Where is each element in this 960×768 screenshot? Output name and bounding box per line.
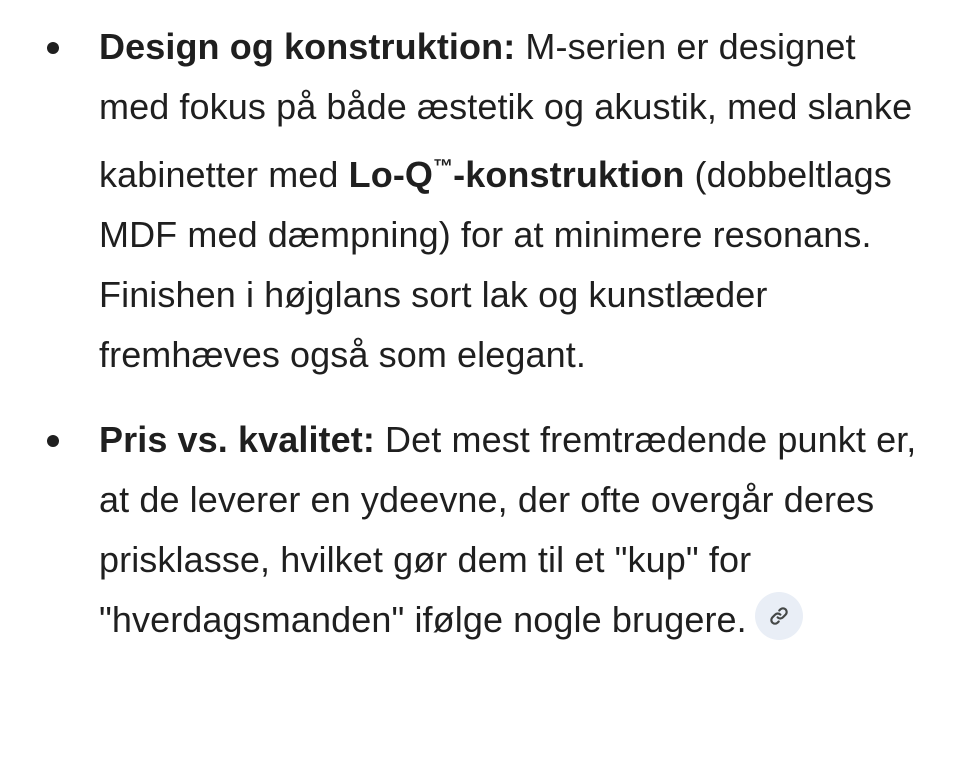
list-item-price [0,410,960,650]
link-icon [768,605,790,627]
item-heading: Design og konstruktion: [99,26,516,67]
item-text-continued: (dobbeltlags MDF med dæmpning) for at minimere resonans. Finishen i højglans sort lak og kunstlæder fremhæves også som elegant. [99,154,892,375]
bullet-dot [47,435,59,447]
trademark-symbol: ™ [433,156,454,178]
item-heading: Pris vs. kvalitet: [99,419,375,460]
source-link-button[interactable] [755,592,803,640]
item-text: M-serien er designet med fokus på både æstetik og akustik, med slanke kabinetter med [99,26,913,195]
item-bold-term-suffix: -konstruktion [453,154,685,195]
item-bold-term: Lo-Q [348,154,434,195]
item-text: Det mest fremtrædende punkt er, at de leverer en ydeevne, der ofte overgår deres prisklasse, hvilket gør dem til et "kup" for "hverdagsmanden" ifølge nogle brugere. [99,419,917,640]
list-item-design [0,17,960,385]
answer-bullet-list [0,17,960,650]
bullet-dot [47,42,59,54]
